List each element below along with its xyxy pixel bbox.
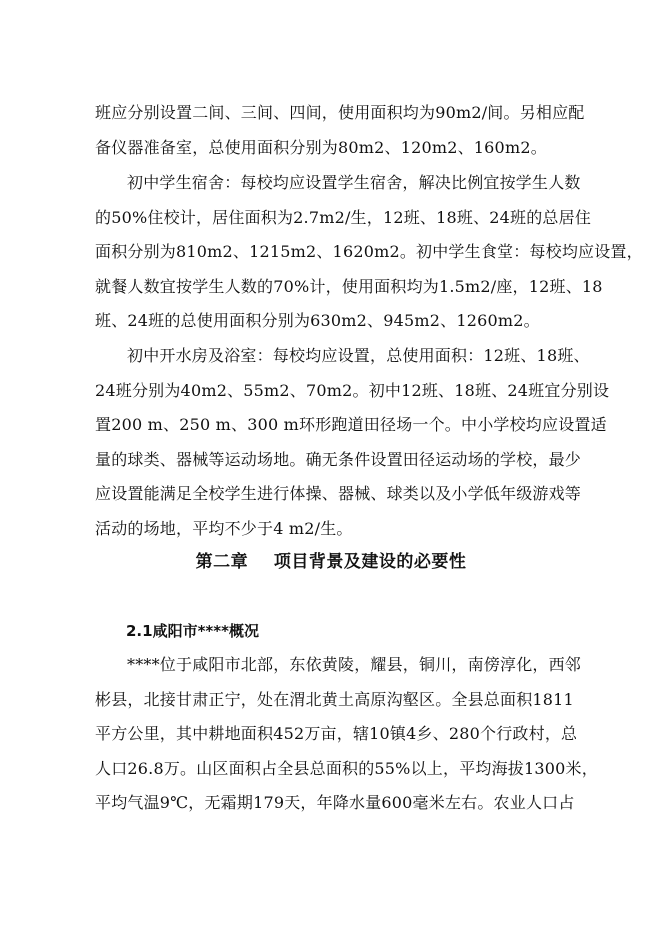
paragraph-line: 初中开水房及浴室：每校均应设置，总使用面积：12班、18班、 bbox=[127, 346, 590, 365]
paragraph-line: 平均气温9℃，无霜期179天，年降水量600毫米左右。农业人口占 bbox=[95, 793, 575, 812]
paragraph-line: 班应分别设置二间、三间、四间，使用面积均为90m2/间。另相应配 bbox=[95, 103, 585, 122]
paragraph-line: 活动的场地，平均不少于4 m2/生。 bbox=[95, 518, 353, 538]
paragraph-line: 就餐人数宜按学生人数的70%计，使用面积均为1.5m2/座，12班、18 bbox=[95, 276, 603, 296]
body-paragraph bbox=[95, 96, 585, 165]
paragraph-line: 置200 m、250 m、300 m环形跑道田径场一个。中小学校均应设置适 bbox=[95, 415, 607, 434]
paragraph-line: 面积分别为810m2、1215m2、1620m2。初中学生食堂：每校均应设置， bbox=[95, 242, 643, 261]
chapter-title: 第二章 项目背景及建设的必要性 bbox=[195, 552, 467, 572]
paragraph-line: 班、24班的总使用面积分别为630m2、945m2、1260m2。 bbox=[95, 311, 540, 330]
paragraph-line: 初中学生宿舍：每校均应设置学生宿舍，解决比例宜按学生人数 bbox=[127, 173, 581, 192]
paragraph-line: 量的球类、器械等运动场地。确无条件设置田径运动场的学校，最少 bbox=[95, 449, 582, 469]
paragraph-line: 平方公里，其中耕地面积452万亩，辖10镇4乡、280个行政村，总 bbox=[95, 724, 578, 743]
body-paragraph bbox=[95, 166, 643, 339]
section-paragraph bbox=[95, 648, 598, 821]
paragraph-line: 应设置能满足全校学生进行体操、器械、球类以及小学低年级游戏等 bbox=[95, 484, 582, 503]
body-paragraph bbox=[95, 339, 610, 546]
paragraph-line: ****位于咸阳市北部，东依黄陵，耀县，铜川，南傍淳化，西邻 bbox=[127, 655, 582, 674]
paragraph-line: 彬县，北接甘肃正宁，处在渭北黄土高原沟壑区。全县总面积1811 bbox=[95, 689, 574, 709]
paragraph-line: 备仪器准备室，总使用面积分别为80m2、120m2、160m2。 bbox=[95, 137, 547, 157]
paragraph-line: 的50%住校计，居住面积为2.7m2/生，12班、18班、24班的总居住 bbox=[95, 207, 592, 227]
section-title: 2.1咸阳市****概况 bbox=[126, 622, 259, 640]
paragraph-line: 人口26.8万。山区面积占全县总面积的55%以上，平均海拔1300米， bbox=[95, 758, 598, 778]
paragraph-line: 24班分别为40m2、55m2、70m2。初中12班、18班、24班宜分别设 bbox=[95, 380, 610, 400]
